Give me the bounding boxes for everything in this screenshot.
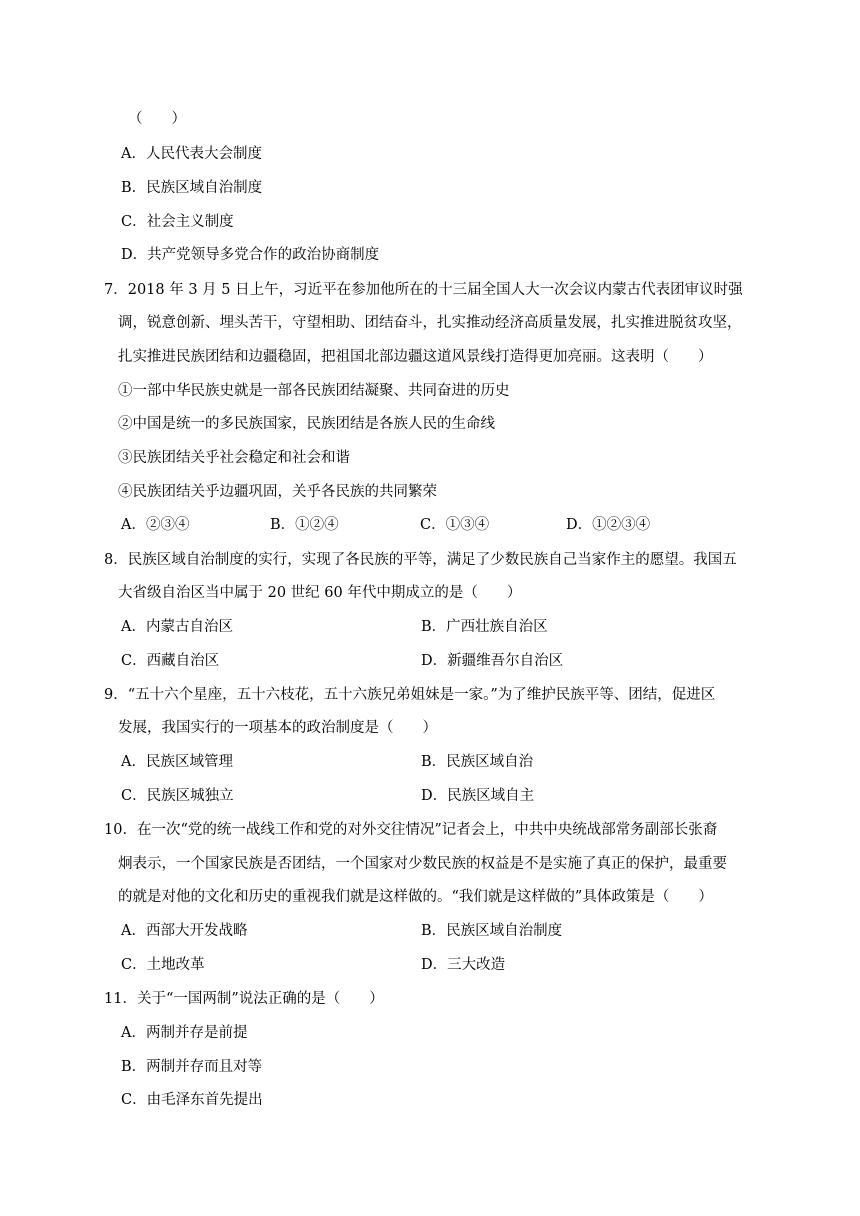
q11-option-a: A．两制并存是前提 xyxy=(121,1025,248,1041)
q10-option-d: D．三大改造 xyxy=(421,957,506,973)
q7-stem-line-1: 7．2018 年 3 月 5 日上午，习近平在参加他所在的十三届全国人大一次会议内蒙古代表团审议时强 xyxy=(104,282,743,298)
q10-option-b: B．民族区域自治制度 xyxy=(421,923,563,939)
q9-option-c: C．民族区城独立 xyxy=(121,788,234,804)
q9-option-a: A．民族区域管理 xyxy=(121,754,233,770)
q6-option-b: B．民族区域自治制度 xyxy=(121,180,263,196)
q10-stem-line-1: 10．在一次“党的统一战线工作和党的对外交往情况”记者会上，中共中央统战部常务副部长张裔 xyxy=(104,822,718,838)
q11-option-b: B．两制并存而且对等 xyxy=(121,1059,263,1075)
q10-option-a: A．西部大开发战略 xyxy=(121,923,248,939)
q8-option-c: C．西藏自治区 xyxy=(121,653,220,669)
q6-option-c: C．社会主义制度 xyxy=(121,214,234,230)
q7-statement-1: ①一部中华民族史就是一部各民族团结凝聚、共同奋进的历史 xyxy=(118,383,510,399)
q7-statement-4: ④民族团结关乎边疆巩固，关乎各民族的共同繁荣 xyxy=(118,484,437,500)
q8-option-d: D．新疆维吾尔自治区 xyxy=(421,653,564,669)
q7-statement-3: ③民族团结关乎社会稳定和社会和谐 xyxy=(118,450,350,466)
q6-option-d: D．共产党领导多党合作的政治协商制度 xyxy=(121,247,380,263)
q7-option-c: C．①③④ xyxy=(420,517,490,533)
q6-paren: （ ） xyxy=(128,111,186,127)
q11-stem-line-1: 11．关于“一国两制”说法正确的是（ ） xyxy=(104,991,384,1007)
q9-stem-line-2: 发展，我国实行的一项基本的政治制度是（ ） xyxy=(118,720,437,736)
q11-option-c: C．由毛泽东首先提出 xyxy=(121,1092,263,1108)
q8-stem-line-1: 8．民族区域自治制度的实行，实现了各民族的平等，满足了少数民族自己当家作主的愿望。我国五 xyxy=(104,552,737,568)
q9-stem-line-1: 9．“五十六个星座，五十六枝花，五十六族兄弟姐妹是一家。”为了维护民族平等、团结，促进区 xyxy=(104,687,716,703)
q7-statement-2: ②中国是统一的多民族国家，民族团结是各族人民的生命线 xyxy=(118,416,495,432)
q9-option-b: B．民族区域自治 xyxy=(421,754,534,770)
q10-option-c: C．土地改革 xyxy=(121,957,205,973)
q8-option-a: A．内蒙古自治区 xyxy=(121,619,233,635)
q7-option-a: A．②③④ xyxy=(121,517,190,533)
q7-option-d: D．①②③④ xyxy=(566,517,651,533)
q8-stem-line-2: 大省级自治区当中属于 20 世纪 60 年代中期成立的是（ ） xyxy=(118,585,522,601)
q10-stem-line-3: 的就是对他的文化和历史的重视我们就是这样做的。“我们就是这样做的”具体政策是（ ） xyxy=(118,889,713,905)
q8-option-b: B．广西壮族自治区 xyxy=(421,619,548,635)
q7-stem-line-2: 调，锐意创新、埋头苦干，守望相助、团结奋斗，扎实推动经济高质量发展，扎实推进脱贫攻坚， xyxy=(118,315,742,331)
q7-stem-line-3: 扎实推进民族团结和边疆稳固，把祖国北部边疆这道风景线打造得更加亮丽。这表明（ ） xyxy=(118,349,713,365)
q6-option-a: A．人民代表大会制度 xyxy=(121,146,262,162)
q10-stem-line-2: 炯表示，一个国家民族是否团结，一个国家对少数民族的权益是不是实施了真正的保护，最重要 xyxy=(118,856,727,872)
q9-option-d: D．民族区域自主 xyxy=(421,788,535,804)
q7-option-b: B．①②④ xyxy=(270,517,339,533)
